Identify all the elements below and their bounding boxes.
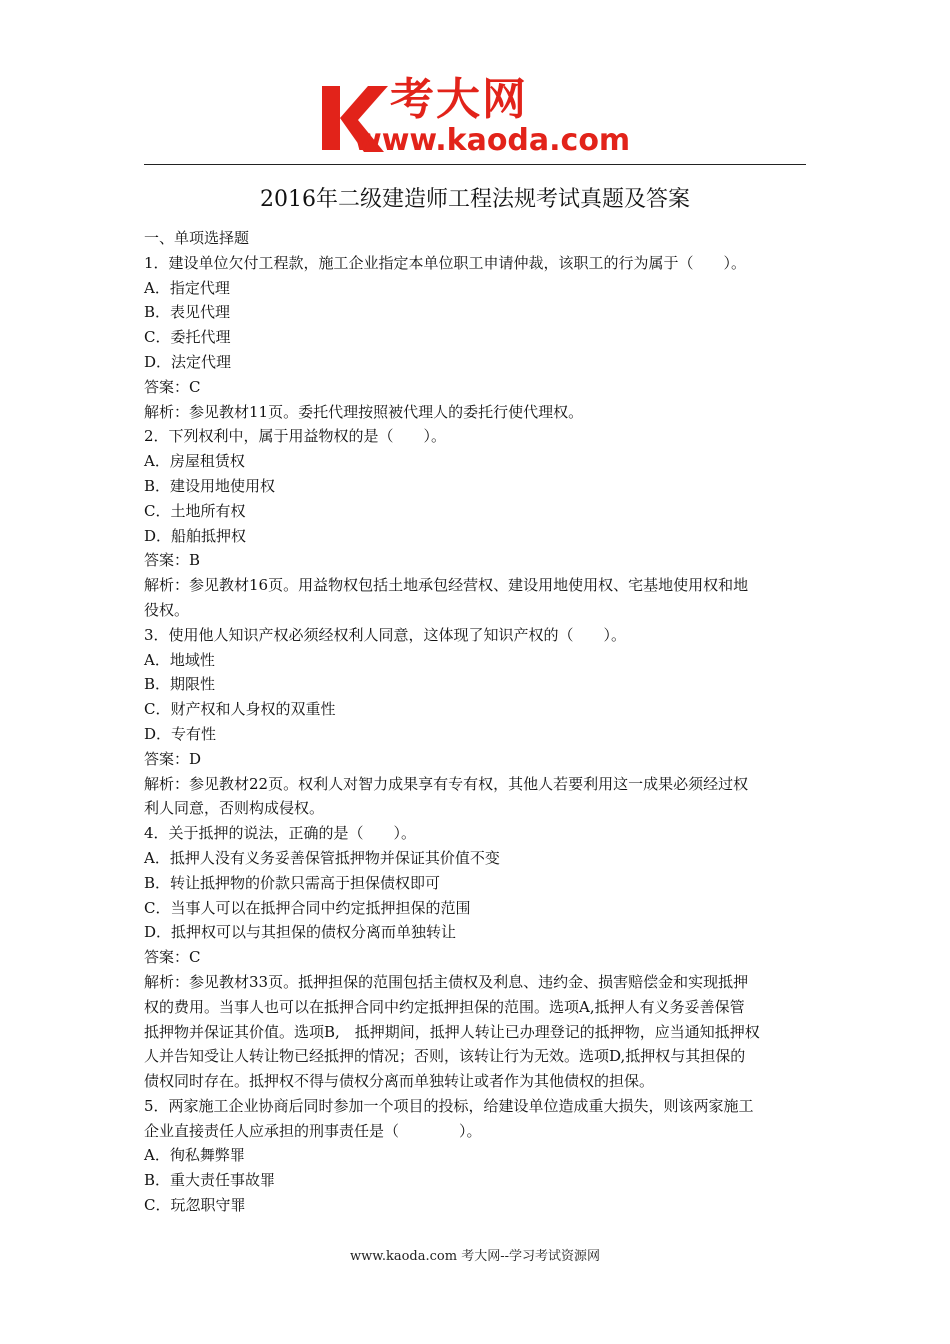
- text-line: D．专有性: [144, 724, 217, 743]
- text-line: 企业直接责任人应承担的刑事责任是（ ）。: [144, 1121, 482, 1140]
- text-line: B．重大责任事故罪: [144, 1171, 276, 1190]
- text-line: 抵押物并保证其价值。选项B, 抵押期间，抵押人转让已办理登记的抵押物，应当通知抵押权: [144, 1022, 760, 1041]
- text-line: C．玩忽职守罪: [144, 1196, 246, 1215]
- page-footer: www.kaoda.com 考大网--学习考试资源网: [350, 1249, 600, 1264]
- text-line: B．期限性: [144, 675, 216, 694]
- text-line: C．委托代理: [144, 328, 231, 347]
- document-body: [144, 226, 808, 1218]
- text-line: 解析：参见教材22页。权利人对智力成果享有专有权，其他人若要利用这一成果必须经过权: [144, 774, 749, 793]
- text-line: B．表见代理: [144, 303, 231, 322]
- text-line: 4．关于抵押的说法，正确的是（ ）。: [144, 824, 417, 843]
- text-line: B．转让抵押物的价款只需高于担保债权即可: [144, 873, 441, 892]
- text-line: 5．两家施工企业协商后同时参加一个项目的投标，给建设单位造成重大损失，则该两家施工: [144, 1096, 754, 1115]
- text-line: 解析：参见教材33页。抵押担保的范围包括主债权及利息、违约金、损害赔偿金和实现抵押: [144, 972, 749, 991]
- text-line: 答案：B: [144, 551, 201, 570]
- kaoda-logo: [318, 74, 648, 160]
- text-line: 人并告知受让人转让物已经抵押的情况；否则，该转让行为无效。选项D,抵押权与其担保的: [144, 1047, 746, 1066]
- text-line: 债权同时存在。抵押权不得与债权分离而单独转让或者作为其他债权的担保。: [144, 1072, 655, 1091]
- header-divider: [144, 164, 806, 165]
- text-line: C．财产权和人身权的双重性: [144, 700, 336, 719]
- text-line: D．法定代理: [144, 352, 232, 371]
- text-line: 答案：D: [144, 749, 202, 768]
- text-line: 权的费用。当事人也可以在抵押合同中约定抵押担保的范围。选项A,抵押人有义务妥善保管: [144, 997, 745, 1016]
- text-line: 一、单项选择题: [144, 229, 250, 247]
- text-line: A．指定代理: [144, 278, 230, 297]
- text-line: D．船舶抵押权: [144, 526, 247, 545]
- text-line: B．建设用地使用权: [144, 476, 276, 495]
- text-line: 1．建设单位欠付工程款，施工企业指定本单位职工申请仲裁，该职工的行为属于（ ）。: [144, 253, 747, 272]
- text-line: C．当事人可以在抵押合同中约定抵押担保的范围: [144, 898, 471, 917]
- text-line: A．抵押人没有义务妥善保管抵押物并保证其价值不变: [144, 848, 500, 867]
- document-title: 2016年二级建造师工程法规考试真题及答案: [260, 187, 690, 212]
- text-line: D．抵押权可以与其担保的债权分离而单独转让: [144, 923, 457, 942]
- logo-chinese-name: 考大网: [390, 74, 528, 125]
- text-line: 2．下列权利中，属于用益物权的是（ ）。: [144, 427, 447, 446]
- text-line: 解析：参见教材16页。用益物权包括土地承包经营权、建设用地使用权、宅基地使用权和地: [144, 576, 749, 595]
- text-line: C．土地所有权: [144, 501, 246, 520]
- text-line: 答案：C: [144, 948, 201, 967]
- text-line: A．地域性: [144, 650, 215, 669]
- logo-url: www.kaoda.com: [354, 123, 631, 158]
- text-line: 答案：C: [144, 377, 201, 396]
- text-line: A．徇私舞弊罪: [144, 1146, 245, 1165]
- text-line: 解析：参见教材11页。委托代理按照被代理人的委托行使代理权。: [144, 402, 584, 421]
- text-line: A．房屋租赁权: [144, 452, 245, 471]
- text-line: 3．使用他人知识产权必须经权利人同意，这体现了知识产权的（ ）。: [144, 625, 627, 644]
- text-line: 役权。: [144, 600, 190, 619]
- text-line: 利人同意，否则构成侵权。: [144, 799, 325, 818]
